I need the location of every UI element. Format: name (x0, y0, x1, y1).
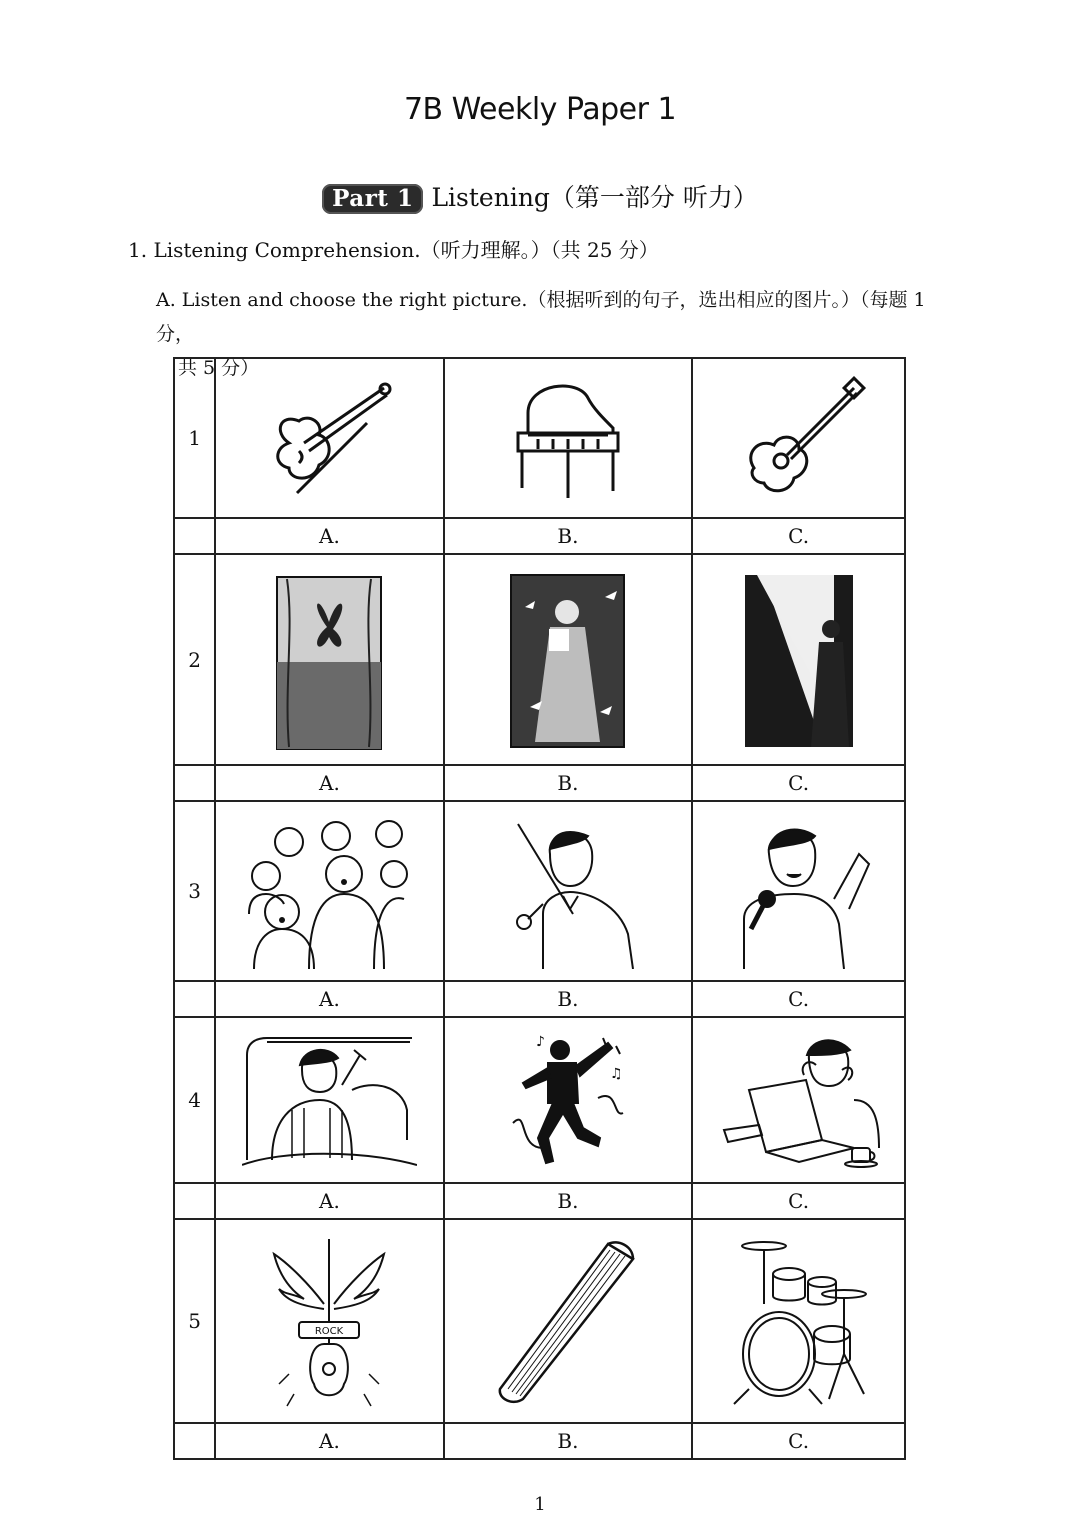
label-spacer (174, 1183, 215, 1219)
acoustic-guitar-icon (729, 373, 869, 503)
tired-laptop-icon (714, 1030, 884, 1170)
label-spacer (174, 981, 215, 1017)
question-number: 1 (174, 358, 215, 518)
question-row (174, 1219, 905, 1423)
section-a-line-2: 共 5 分） (178, 357, 260, 379)
option-a[interactable]: A. (215, 518, 443, 554)
page-title: 7B Weekly Paper 1 (403, 92, 677, 127)
option-labels (174, 1183, 905, 1219)
page-number: 1 (534, 1494, 546, 1515)
question-row (174, 554, 905, 765)
question-number: 3 (174, 801, 215, 981)
picture-violin[interactable] (215, 358, 443, 518)
option-b[interactable]: B. (444, 981, 692, 1017)
picture-butterfly-scene[interactable] (215, 554, 443, 765)
drum-kit-icon (724, 1234, 874, 1409)
picture-person-in-shadow[interactable] (692, 554, 905, 765)
question-row (174, 801, 905, 981)
picture-singer-microphone[interactable] (692, 801, 905, 981)
picture-conductor[interactable] (444, 801, 692, 981)
microphone-singer-icon (719, 814, 879, 969)
option-a[interactable]: A. (215, 981, 443, 1017)
violin-icon (259, 373, 399, 503)
option-c[interactable]: C. (692, 1183, 905, 1219)
guzheng-icon (488, 1234, 648, 1409)
choir-icon (244, 814, 414, 969)
label-spacer (174, 518, 215, 554)
svg-text:ROCK: ROCK (315, 1325, 344, 1337)
picture-drum-kit[interactable] (692, 1219, 905, 1423)
woman-singing-icon (505, 567, 630, 752)
picture-table (173, 357, 906, 1460)
option-b[interactable]: B. (444, 765, 692, 801)
picture-choir[interactable] (215, 801, 443, 981)
section-1-heading: 1. Listening Comprehension.（听力理解。）（共 25 分） (128, 238, 659, 262)
butterfly-scene-icon (269, 567, 389, 752)
picture-tired-at-laptop[interactable] (692, 1017, 905, 1183)
option-c[interactable]: C. (692, 981, 905, 1017)
question-number: 5 (174, 1219, 215, 1423)
option-b[interactable]: B. (444, 1423, 692, 1459)
picture-rock-guitar-emblem[interactable] (215, 1219, 443, 1423)
question-number: 2 (174, 554, 215, 765)
option-labels (174, 981, 905, 1017)
question-row (174, 1017, 905, 1183)
question-number: 4 (174, 1017, 215, 1183)
option-labels (174, 765, 905, 801)
picture-guitar[interactable] (692, 358, 905, 518)
option-c[interactable]: C. (692, 1423, 905, 1459)
option-labels (174, 1423, 905, 1459)
option-a[interactable]: A. (215, 1183, 443, 1219)
option-c[interactable]: C. (692, 518, 905, 554)
conductor-icon (488, 814, 648, 969)
picture-waking-up[interactable] (215, 1017, 443, 1183)
picture-guzheng[interactable] (444, 1219, 692, 1423)
part-badge: Part 1 (322, 184, 423, 214)
section-a-line-1: A. Listen and choose the right picture.（根据听到的句子，选出相应的图片。）（每题 1 分， (156, 289, 926, 345)
question-row (174, 358, 905, 518)
option-c[interactable]: C. (692, 765, 905, 801)
picture-piano[interactable] (444, 358, 692, 518)
option-b[interactable]: B. (444, 1183, 692, 1219)
part-label: Listening（第一部分 听力） (431, 183, 758, 212)
part-heading (0, 178, 1080, 214)
option-labels (174, 518, 905, 554)
shadow-figure-icon (739, 567, 859, 752)
option-b[interactable]: B. (444, 518, 692, 554)
option-a[interactable]: A. (215, 765, 443, 801)
svg-text:♫: ♫ (609, 1065, 623, 1082)
label-spacer (174, 1423, 215, 1459)
dancer-icon (498, 1028, 638, 1173)
picture-dancer[interactable] (444, 1017, 692, 1183)
option-a[interactable]: A. (215, 1423, 443, 1459)
waking-up-icon (242, 1030, 417, 1170)
svg-text:♪: ♪ (535, 1033, 545, 1050)
rock-guitar-emblem-icon (269, 1234, 389, 1409)
label-spacer (174, 765, 215, 801)
picture-woman-singing[interactable] (444, 554, 692, 765)
piano-icon (498, 373, 638, 503)
